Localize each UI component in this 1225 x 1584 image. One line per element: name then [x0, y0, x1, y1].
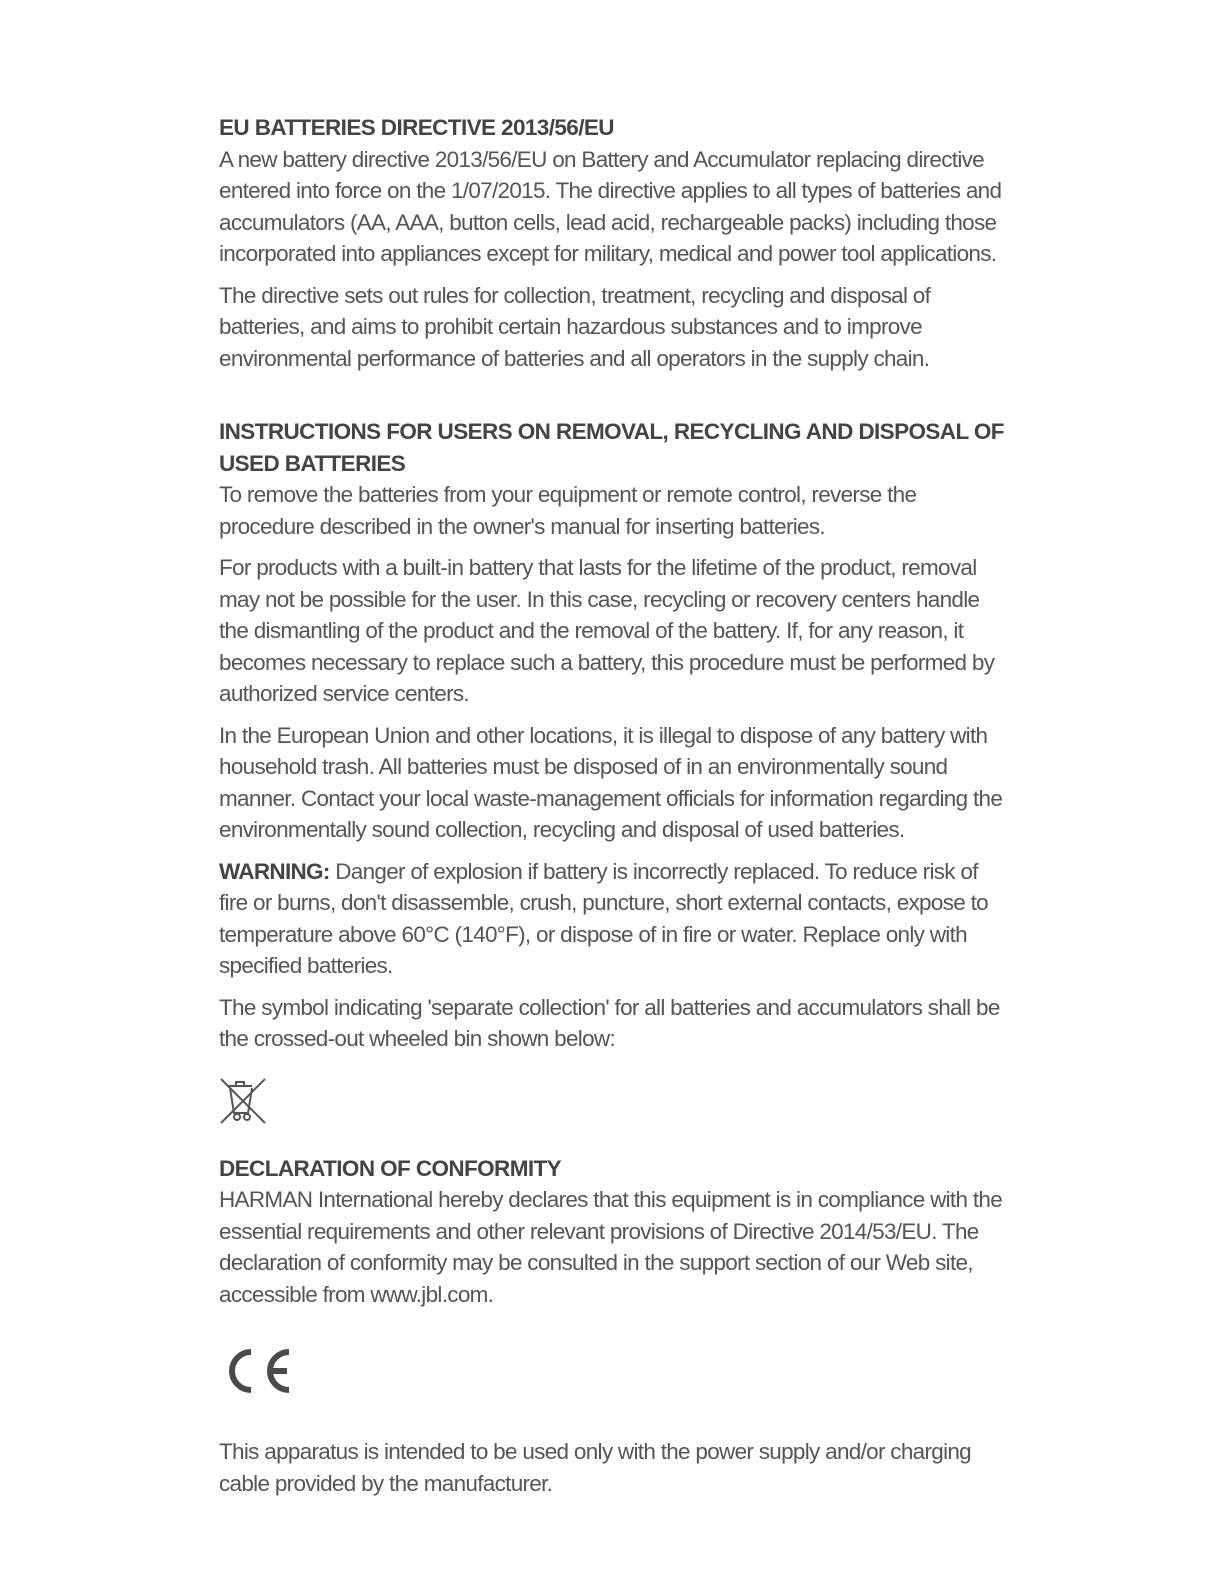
- instructions-paragraph-1: To remove the batteries from your equipment or remote control, reverse the procedure described in the owner's manual for inserting batteries.: [219, 482, 917, 539]
- eu-directive-heading: EU BATTERIES DIRECTIVE 2013/56/EU: [219, 115, 614, 140]
- declaration-paragraph: HARMAN International hereby declares that this equipment is in compliance with the essential requirements and other relevant provisions of Directive 2014/53/EU. The declaration of conformity may be consulted in the support section of our Web site, accessible from www.jbl.com.: [219, 1187, 1003, 1307]
- symbol-paragraph: The symbol indicating 'separate collection' for all batteries and accumulators shall be the crossed-out wheeled bin shown below:: [219, 994, 1000, 1051]
- declaration-section: [219, 1153, 1009, 1500]
- instructions-heading: INSTRUCTIONS FOR USERS ON REMOVAL, RECYCLING AND DISPOSAL OF USED BATTERIES: [219, 419, 1004, 476]
- eu-directive-paragraph-2: The directive sets out rules for collection, treatment, recycling and disposal of batteries, and aims to prohibit certain hazardous substances and to improve environmental performance of batteries and all operators in the supply chain.: [219, 282, 931, 371]
- footer-paragraph: This apparatus is intended to be used only with the power supply and/or charging cable provided by the manufacturer.: [219, 1439, 972, 1496]
- eu-directive-paragraph-1: A new battery directive 2013/56/EU on Battery and Accumulator replacing directive entered into force on the 1/07/2015. The directive applies to all types of batteries and accumulators (AA, AAA, button cells, lead acid, rechargeable packs) including those incorporated into appliances except for military, medical and power tool applications.: [219, 146, 1002, 266]
- instructions-paragraph-2: For products with a built-in battery that lasts for the lifetime of the product, removal may not be possible for the user. In this case, recycling or recovery centers handle the dismantling of the product and the removal of the battery. If, for any reason, it becomes necessary to replace such a battery, this procedure must be performed by authorized service centers.: [219, 555, 995, 706]
- document-content: [219, 112, 1009, 1509]
- section-spacer: [219, 384, 1009, 416]
- eu-directive-section: [219, 112, 1009, 374]
- instructions-paragraph-3: In the European Union and other locations, it is illegal to dispose of any battery with household trash. All batteries must be disposed of in an environmentally sound manner. Contact your local waste-management officials for information regarding the environmentally sound collection, recycling and disposal of used batteries.: [219, 722, 1003, 842]
- crossed-out-wheeled-bin-icon: [219, 1075, 269, 1127]
- ce-mark-icon: [219, 1346, 299, 1396]
- warning-text: Danger of explosion if battery is incorrectly replaced. To reduce risk of fire or burns, don't disassemble, crush, puncture, short external contacts, expose to temperature above 60°C (140°F), or dispose of in fire or water. Replace only with specified batteries.: [219, 858, 988, 978]
- instructions-section: [219, 416, 1009, 1127]
- warning-label: WARNING:: [219, 858, 330, 884]
- warning-paragraph: [219, 856, 1009, 982]
- declaration-heading: DECLARATION OF CONFORMITY: [219, 1155, 562, 1181]
